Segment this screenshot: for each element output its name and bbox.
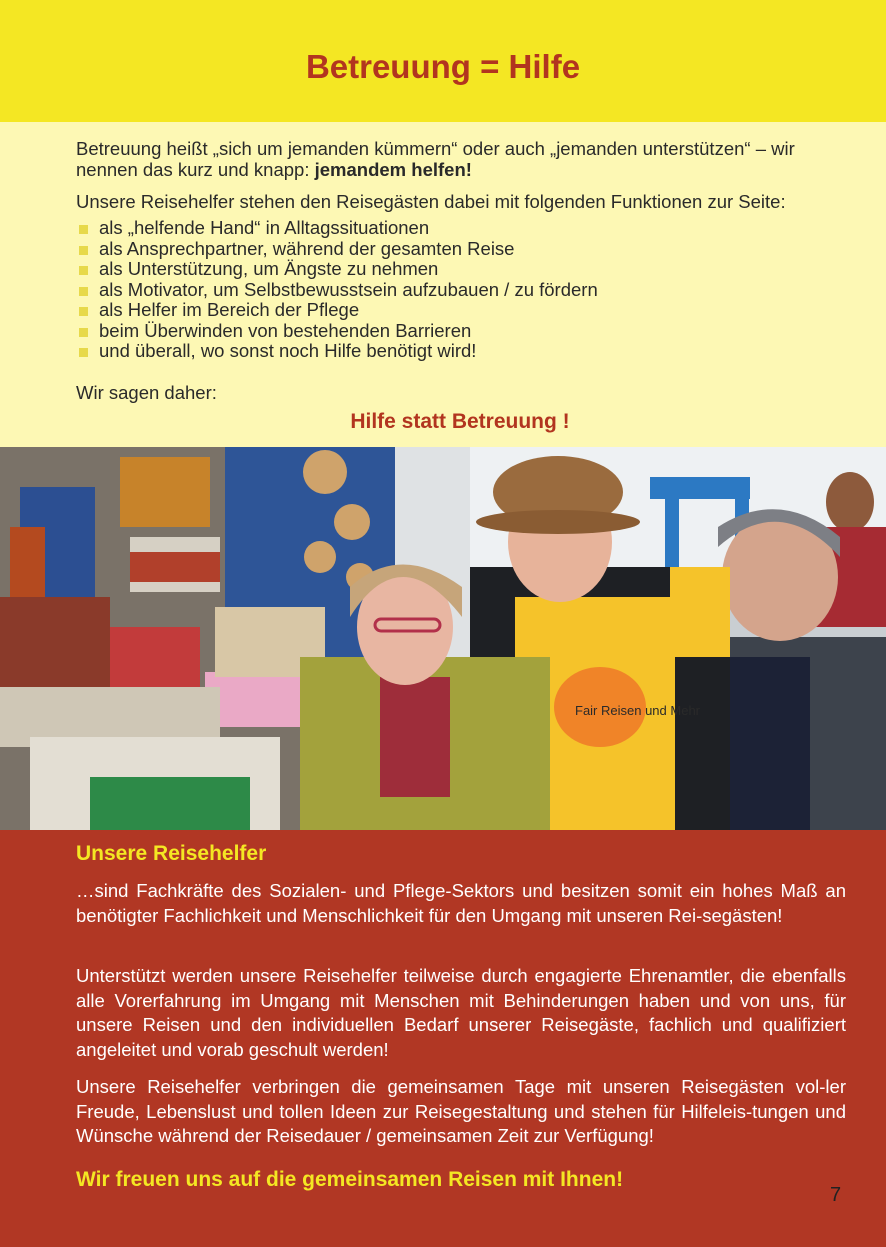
list-item: beim Überwinden von bestehenden Barrieren [78,321,598,342]
header-band [0,0,886,122]
intro-p1-text: Betreuung heißt „sich um jemanden kümmern“ oder auch „jemanden unterstützen“ – wir nennen das kurz und knapp: [76,138,795,180]
bullet-square-icon [79,307,88,316]
helpers-paragraph-2: Unterstützt werden unsere Reisehelfer teilweise durch engagierte Ehrenamtler, die ebenfalls alle Vorerfahrung im Umgang mit Menschen mit Behinderungen haben und von uns, für unsere Reisen und den individuellen Bedarf unserer Reisegäste, fachlich und qualifiziert angeleitet und vorab geschult werden! [76,965,846,1060]
list-item: als Ansprechpartner, während der gesamten Reise [78,239,598,260]
claim-heading: Hilfe statt Betreuung ! [350,410,570,433]
list-item: als Helfer im Bereich der Pflege [78,300,598,321]
bullet-square-icon [79,246,88,255]
intro-paragraph-3: Wir sagen daher: [76,382,217,403]
page-number: 7 [830,1184,842,1206]
group-photo [0,447,886,830]
intro-paragraph-2: Unsere Reisehelfer stehen den Reisegästen dabei mit folgenden Funktionen zur Seite: [76,191,786,212]
bullet-square-icon [79,266,88,275]
list-item: als Motivator, um Selbstbewusstsein aufzubauen / zu fördern [78,280,598,301]
helpers-heading: Unsere Reisehelfer [76,842,267,865]
bullet-square-icon [79,225,88,234]
list-item: als „helfende Hand“ in Alltagssituationen [78,218,598,239]
helpers-section [0,830,886,1247]
list-item: als Unterstützung, um Ängste zu nehmen [78,259,598,280]
bullet-square-icon [79,328,88,337]
closing-sentence: Wir freuen uns auf die gemeinsamen Reisen mit Ihnen! [76,1168,624,1191]
intro-p1-bold: jemandem helfen! [314,159,472,180]
list-item: und überall, wo sonst noch Hilfe benötigt wird! [78,341,598,362]
group-photo-illustration [0,447,886,830]
bullet-square-icon [79,287,88,296]
helpers-paragraph-1: …sind Fachkräfte des Sozialen- und Pflege-Sektors und besitzen somit ein hohes Maß an benötigter Fachlichkeit und Menschlichkeit für den Umgang mit unseren Rei-segästen! [76,880,846,926]
function-list [78,218,598,362]
page-title: Betreuung = Hilfe [305,48,581,85]
intro-paragraph-1 [76,138,846,180]
intro-section [0,122,886,447]
bullet-square-icon [79,348,88,357]
shirt-text: Fair Reisen und Mehr [575,703,700,718]
helpers-paragraph-3: Unsere Reisehelfer verbringen die gemeinsamen Tage mit unseren Reisegästen vol-ler Freude, Lebenslust und tollen Ideen zur Reisegestaltung und stehen für Hilfeleis-tungen und Wünsche während der Reisedauer / gemeinsamen Zeit zur Verfügung! [76,1076,846,1146]
